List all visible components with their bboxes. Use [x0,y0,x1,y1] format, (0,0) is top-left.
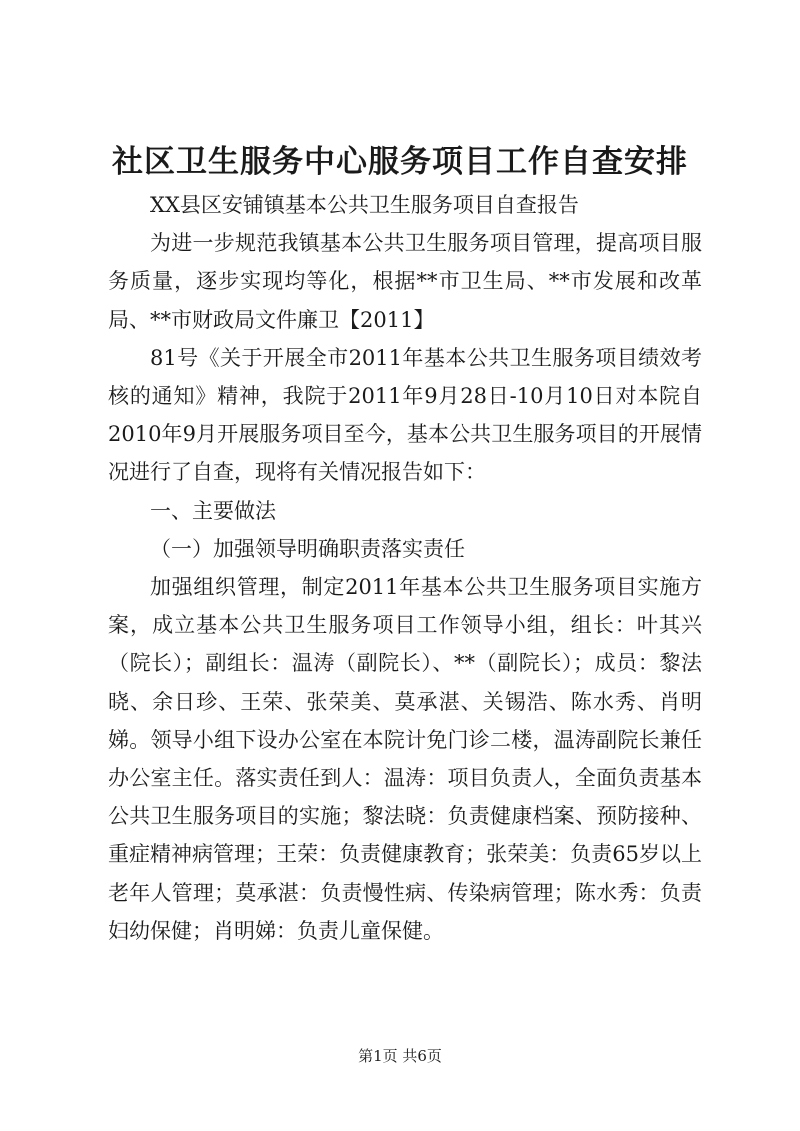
page-footer: 第1页 共6页 [358,1047,442,1065]
paragraph-organization: 加强组织管理，制定2011年基本公共卫生服务项目实施方案，成立基本公共卫生服务项目工作领导小组，组长：叶其兴（院长）；副组长：温涛（副院长）、**（副院长）；成员：黎法晓、余日珍、王荣、张荣美、莫承湛、关锡浩、陈水秀、肖明娣。领导小组下设办公室在本院计免门诊二楼，温涛副院长兼任办公室主任。落实责任到人：温涛：项目负责人，全面负责基本公共卫生服务项目的实施；黎法晓：负责健康档案、预防接种、重症精神病管理；王荣：负责健康教育；张荣美：负责65岁以上老年人管理；莫承湛：负责慢性病、传染病管理；陈水秀：负责妇幼保健；肖明娣：负责儿童保健。 [108,575,702,943]
paragraph-intro: 为进一步规范我镇基本公共卫生服务项目管理，提高项目服务质量，逐步实现均等化，根据**市卫生局、**市发展和改革局、**市财政局文件廉卫【2011】 [108,231,702,332]
paragraph-report-title: XX县区安铺镇基本公共卫生服务项目自查报告 [150,193,579,217]
subsection-heading-leadership: （一）加强领导明确职责落实责任 [150,536,465,561]
document-title: 社区卫生服务中心服务项目工作自查安排 [112,144,688,180]
section-heading-main-practices: 一、主要做法 [150,498,276,523]
document-body [108,186,702,950]
paragraph-notice: 81号《关于开展全市2011年基本公共卫生服务项目绩效考核的通知》精神，我院于2011年9月28日-10月10日对本院自2010年9月开展服务项目至今，基本公共卫生服务项目的开展情况进行了自查，现将有关情况报告如下： [108,345,702,485]
